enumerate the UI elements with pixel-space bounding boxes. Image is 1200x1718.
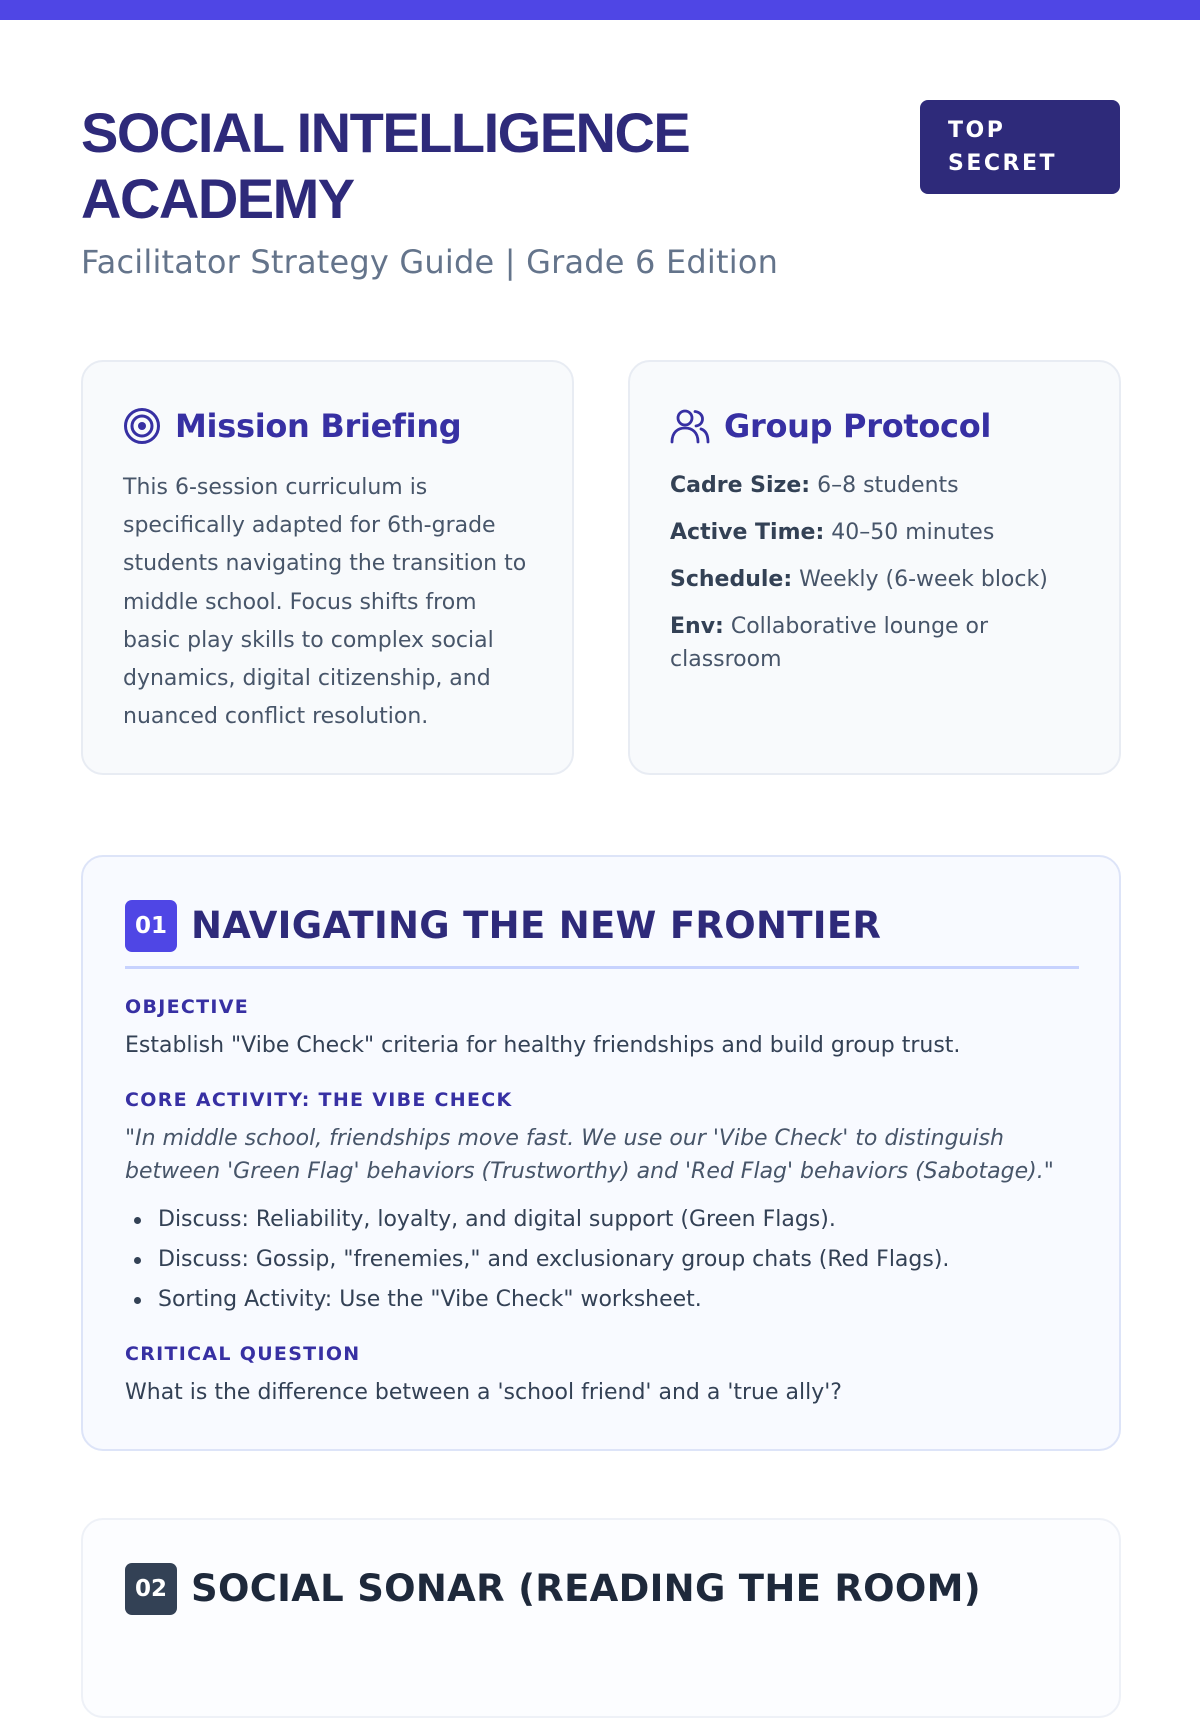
core-activity-label: CORE ACTIVITY: THE VIBE CHECK bbox=[125, 1089, 513, 1111]
session-title: NAVIGATING THE NEW FRONTIER bbox=[191, 904, 882, 947]
protocol-item-cadre-size bbox=[670, 469, 1090, 502]
badge-line-1: TOP bbox=[948, 118, 1006, 143]
top-secret-badge bbox=[920, 100, 1120, 194]
objective-text: Establish "Vibe Check" criteria for healthy friendships and build group trust. bbox=[125, 1033, 961, 1058]
protocol-list bbox=[670, 469, 1090, 690]
protocol-label: Schedule: bbox=[670, 567, 793, 592]
mission-briefing-text: This 6-session curriculum is specifically adapted for 6th-grade students navigating the transition to middle school. Focus shifts from basic play skills to complex social dynamics, digital citizenship, and nuanced conflict resolution. bbox=[123, 475, 527, 730]
protocol-value: 40–50 minutes bbox=[831, 520, 995, 545]
page-title: SOCIAL INTELLIGENCE ACADEMY bbox=[81, 101, 690, 230]
group-protocol-title: Group Protocol bbox=[724, 407, 992, 445]
badge-line-2: SECRET bbox=[948, 151, 1057, 176]
mission-briefing-title: Mission Briefing bbox=[175, 407, 462, 445]
mission-briefing-header bbox=[123, 407, 461, 445]
list-item: Discuss: Gossip, "frenemies," and exclusionary group chats (Red Flags). bbox=[125, 1240, 949, 1280]
session-02-card bbox=[81, 1518, 1121, 1718]
session-01-header bbox=[125, 900, 1079, 969]
protocol-value: 6–8 students bbox=[817, 473, 959, 498]
top-accent-bar bbox=[0, 0, 1200, 20]
protocol-item-active-time bbox=[670, 516, 1090, 549]
protocol-label: Cadre Size: bbox=[670, 473, 811, 498]
protocol-item-env bbox=[670, 610, 1090, 676]
critical-question-label: CRITICAL QUESTION bbox=[125, 1343, 361, 1365]
objective-label: OBJECTIVE bbox=[125, 996, 250, 1018]
list-item: Sorting Activity: Use the "Vibe Check" worksheet. bbox=[125, 1280, 949, 1320]
core-activity-quote: "In middle school, friendships move fast. We use our 'Vibe Check' to distinguish between 'Green Flag' behaviors (Trustworthy) and 'Red Flag' behaviors (Sabotage)." bbox=[125, 1126, 1054, 1184]
session-number-badge: 01 bbox=[125, 900, 177, 952]
critical-question-text: What is the difference between a 'school friend' and a 'true ally'? bbox=[125, 1380, 842, 1405]
protocol-item-schedule bbox=[670, 563, 1090, 596]
target-icon bbox=[123, 407, 161, 445]
activity-bullet-list bbox=[125, 1200, 949, 1320]
session-number-badge: 02 bbox=[125, 1563, 177, 1615]
protocol-label: Env: bbox=[670, 614, 724, 639]
page-subtitle: Facilitator Strategy Guide | Grade 6 Edition bbox=[81, 243, 779, 281]
session-02-header bbox=[125, 1563, 1079, 1629]
protocol-label: Active Time: bbox=[670, 520, 825, 545]
session-title: SOCIAL SONAR (READING THE ROOM) bbox=[191, 1567, 981, 1610]
users-icon bbox=[670, 407, 710, 445]
session-01-card bbox=[81, 855, 1121, 1451]
group-protocol-header bbox=[670, 407, 991, 445]
mission-briefing-card bbox=[81, 360, 574, 775]
list-item: Discuss: Reliability, loyalty, and digital support (Green Flags). bbox=[125, 1200, 949, 1240]
protocol-value: Collaborative lounge or classroom bbox=[670, 614, 989, 672]
group-protocol-card bbox=[628, 360, 1121, 775]
protocol-value: Weekly (6-week block) bbox=[799, 567, 1048, 592]
